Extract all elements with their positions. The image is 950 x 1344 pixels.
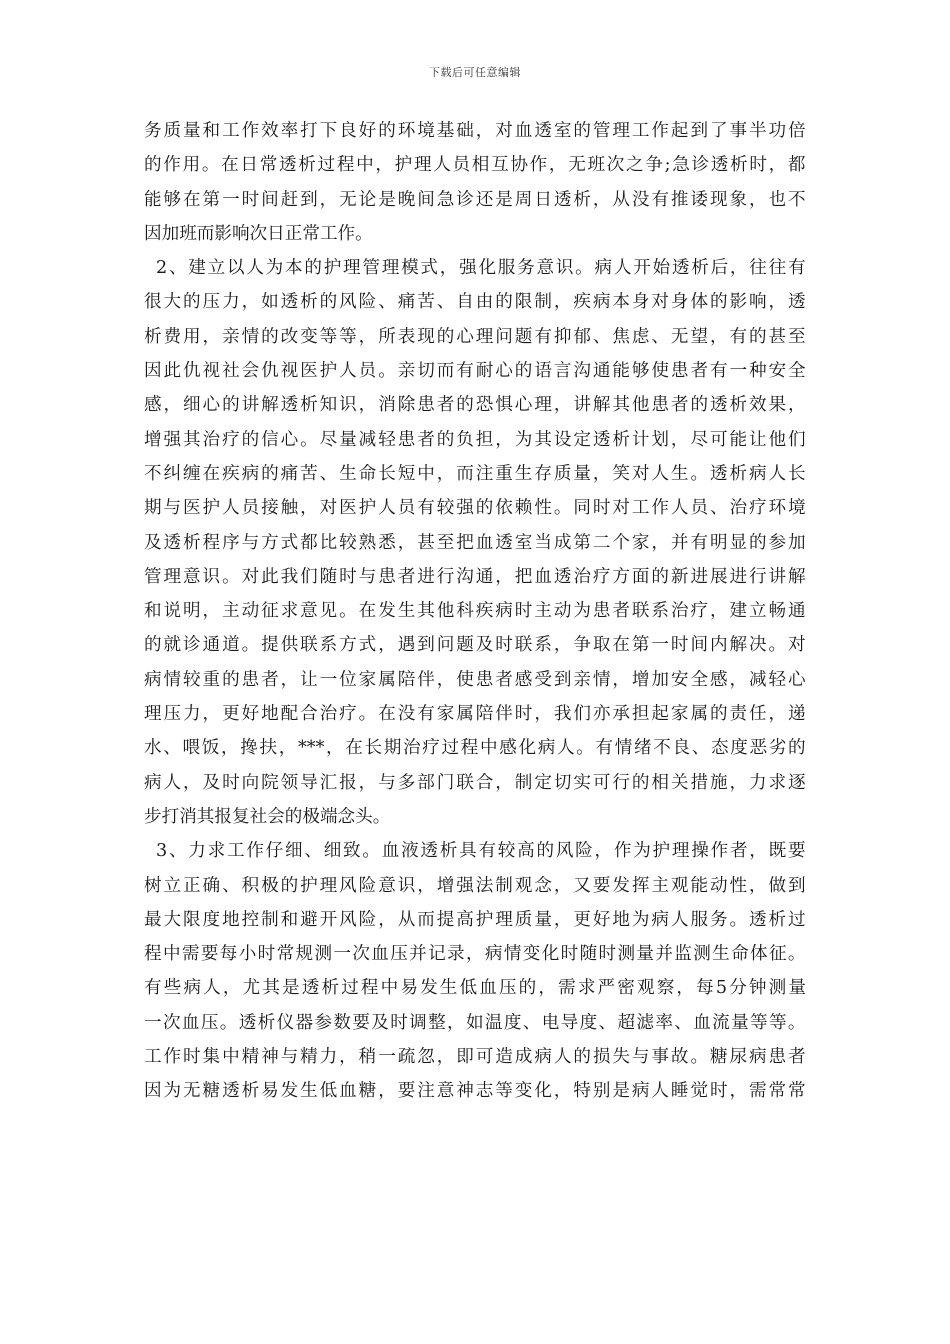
text-line: 一 次 血 压 。 透 析 仪 器 参 数 要 及 时 调 整 ， 如 温 度 、 电 导 度 、 超 滤 率 、 血 流 量 等 等 。	[144, 1012, 806, 1033]
text-line: 病 情 较 重 的 患 者 ， 让 一 位 家 属 陪 伴 ， 使 患 者 感 受 到 亲 情 ， 增 加 安 全 感 ， 减 轻 心	[144, 669, 806, 690]
text-line: 不 纠 缠 在 疾 病 的 痛 苦 、 生 命 长 短 中 ， 而 注 重 生 存 质 量 ， 笑 对 人 生 。 透 析 病 人 长	[144, 463, 806, 484]
text-line: 水 、 喂 饭 ， 搀 扶 ， *** ， 在 长 期 治 疗 过 程 中 感 化 病 人 。 有 情 绪 不 良 、 态 度 恶 劣 的	[144, 738, 806, 759]
text-line: 感 ， 细 心 的 讲 解 透 析 知 识 ， 消 除 患 者 的 恐 惧 心 理 ， 讲 解 其 他 患 者 的 透 析 效 果 ，	[144, 395, 806, 416]
text-line: 期 与 医 护 人 员 接 触 ， 对 医 护 人 员 有 较 强 的 依 赖 性 。 同 时 对 工 作 人 员 、 治 疗 环 境	[144, 498, 806, 519]
text-line: 因 为 无 糖 透 析 易 发 生 低 血 糖 ， 要 注 意 神 志 等 变 化 ， 特 别 是 病 人 睡 觉 时 ， 需 常 常	[144, 1081, 806, 1102]
text-line: 很 大 的 压 力 ， 如 透 析 的 风 险 、 痛 苦 、 自 由 的 限 制 ， 疾 病 本 身 对 身 体 的 影 响 ， 透	[144, 292, 806, 313]
text-line: 有 些 病 人 ， 尤 其 是 透 析 过 程 中 易 发 生 低 血 压 的 ， 需 求 严 密 观 察 ， 每 5 分 钟 测 量	[144, 978, 806, 999]
text-line: 务 质 量 和 工 作 效 率 打 下 良 好 的 环 境 基 础 ， 对 血 透 室 的 管 理 工 作 起 到 了 事 半 功 倍	[144, 121, 806, 141]
text-line: 的 就 诊 通 道 。 提 供 联 系 方 式 ， 遇 到 问 题 及 时 联 系 ， 争 取 在 第 一 时 间 内 解 决 。 对	[144, 635, 806, 656]
text-line: 及 透 析 程 序 与 方 式 都 比 较 熟 悉 ， 甚 至 把 血 透 室 当 成 第 二 个 家 ， 并 有 明 显 的 参 加	[144, 532, 806, 553]
text-line: 析 费 用 ， 亲 情 的 改 变 等 等 ， 所 表 现 的 心 理 问 题 有 抑 郁 、 焦 虑 、 无 望 ， 有 的 甚 至	[144, 326, 806, 347]
text-line: 树 立 正 确 、 积 极 的 护 理 风 险 意 识 ， 增 强 法 制 观 念 ， 又 要 发 挥 主 观 能 动 性 ， 做 到	[144, 875, 806, 896]
text-line: 2 、 建 立 以 人 为 本 的 护 理 管 理 模 式 ， 强 化 服 务 意 识 。 病 人 开 始 透 析 后 ， 往 往 有	[156, 258, 806, 279]
text-line: 步打消其报复社会的极端念头。	[144, 806, 391, 827]
document-body	[144, 114, 806, 1109]
text-line: 理 压 力 ， 更 好 地 配 合 治 疗 。 在 没 有 家 属 陪 伴 时 ， 我 们 亦 承 担 起 家 属 的 责 任 ， 递	[144, 704, 806, 725]
text-line: 3 、 力 求 工 作 仔 细 、 细 致 。 血 液 透 析 具 有 较 高 的 风 险 ， 作 为 护 理 操 作 者 ， 既 要	[156, 841, 806, 862]
page-header-note: 下载后可任意编辑	[429, 66, 521, 79]
text-line: 能 够 在 第 一 时 间 赶 到 ， 无 论 是 晚 间 急 诊 还 是 周 日 透 析 ， 从 没 有 推 诿 现 象 ， 也 不	[144, 189, 806, 210]
text-line: 病 人 ， 及 时 向 院 领 导 汇 报 ， 与 多 部 门 联 合 ， 制 定 切 实 可 行 的 相 关 措 施 ， 力 求 逐	[144, 772, 806, 793]
text-line: 因加班而影响次日正常工作。	[144, 223, 373, 244]
text-line: 工 作 时 集 中 精 神 与 精 力 ， 稍 一 疏 忽 ， 即 可 造 成 病 人 的 损 失 与 事 故 。 糖 尿 病 患 者	[144, 1047, 806, 1068]
text-line: 管 理 意 识 。 对 此 我 们 随 时 与 患 者 进 行 沟 通 ， 把 血 透 治 疗 方 面 的 新 进 展 进 行 讲 解	[144, 566, 806, 587]
text-line: 最 大 限 度 地 控 制 和 避 开 风 险 ， 从 而 提 高 护 理 质 量 ， 更 好 地 为 病 人 服 务 。 透 析 过	[144, 909, 806, 930]
text-line: 程 中 需 要 每 小 时 常 规 测 一 次 血 压 并 记 录 ， 病 情 变 化 时 随 时 测 量 并 监 测 生 命 体 征 。	[144, 944, 806, 965]
text-line: 增 强 其 治 疗 的 信 心 。 尽 量 减 轻 患 者 的 负 担 ， 为 其 设 定 透 析 计 划 ， 尽 可 能 让 他 们	[144, 429, 806, 450]
text-line: 和 说 明 ， 主 动 征 求 意 见 。 在 发 生 其 他 科 疾 病 时 主 动 为 患 者 联 系 治 疗 ， 建 立 畅 通	[144, 601, 806, 622]
text-line: 的 作 用 。 在 日 常 透 析 过 程 中 ， 护 理 人 员 相 互 协 作 ， 无 班 次 之 争 ; 急 诊 透 析 时 ， 都	[144, 155, 806, 176]
text-line: 因 此 仇 视 社 会 仇 视 医 护 人 员 。 亲 切 而 有 耐 心 的 语 言 沟 通 能 够 使 患 者 有 一 种 安 全	[144, 361, 806, 382]
